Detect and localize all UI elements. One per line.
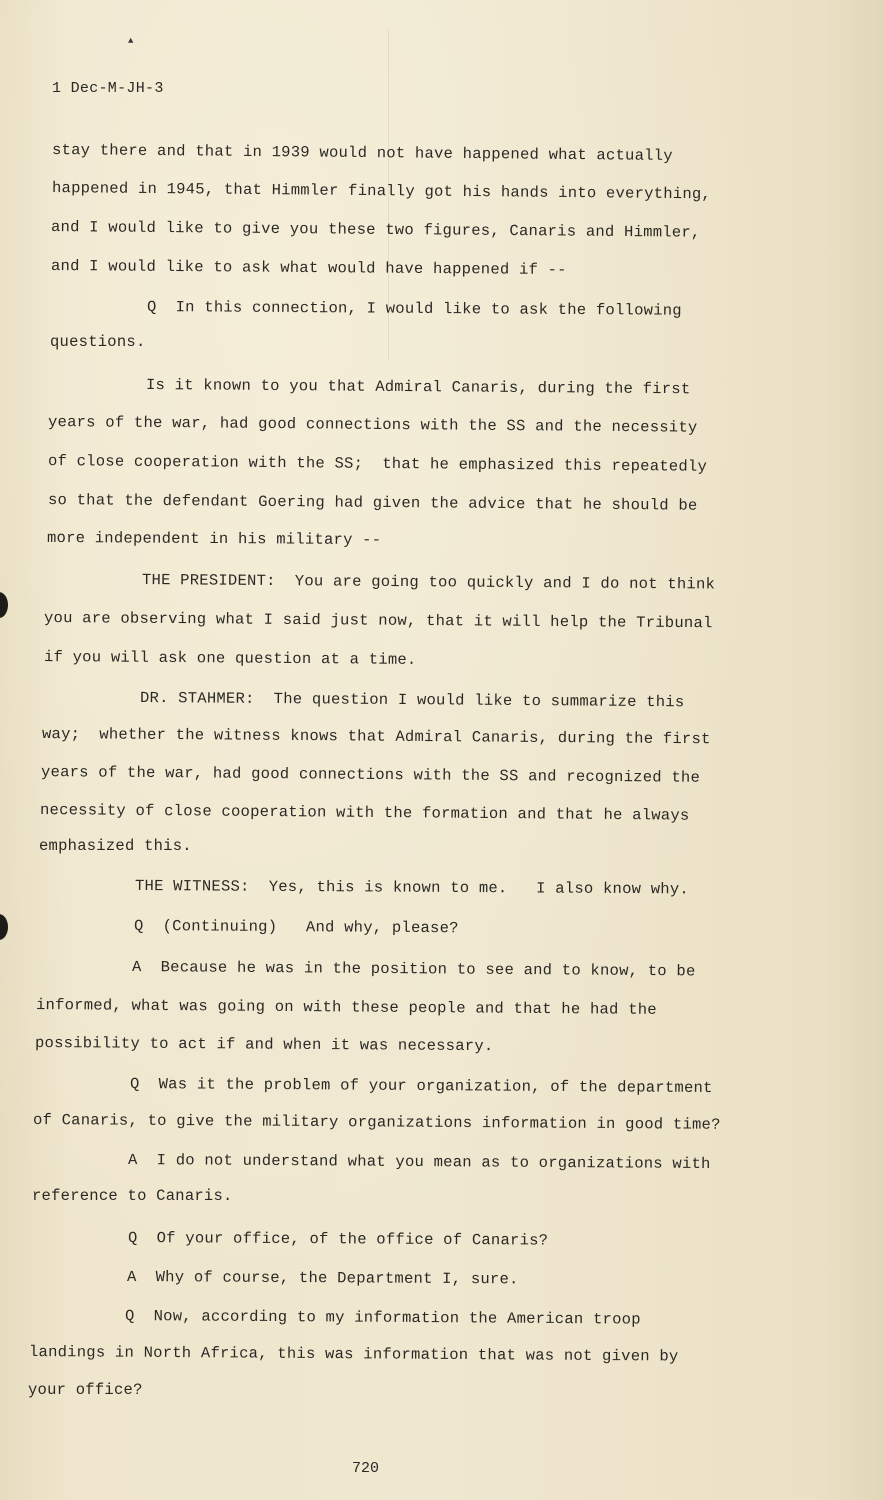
transcript-line: more independent in his military -- [46,529,382,550]
transcript-line: Q In this connection, I would like to ask the following [146,298,682,320]
transcript-line: happened in 1945, that Himmler finally got his hands into everything, [51,179,712,204]
transcript-line: Q Of your office, of the office of Canaris? [127,1229,549,1250]
transcript-line: years of the war, had good connections with the SS and recognized the [40,763,701,787]
punch-hole-lower [0,914,8,940]
transcript-line: of close cooperation with the SS; that he emphasized this repeatedly [47,452,708,476]
transcript-line: A Because he was in the position to see and to know, to be [131,958,696,981]
transcript-line: emphasized this. [39,837,192,855]
corner-mark: ▲ [128,36,134,46]
transcript-line: Is it known to you that Admiral Canaris, during the first [145,376,691,399]
transcript-line: years of the war, had good connections with the SS and the necessity [47,413,698,437]
transcript-line: reference to Canaris. [32,1187,233,1205]
transcript-line: so that the defendant Goering had given the advice that he should be [47,491,698,515]
transcript-line: questions. [50,333,146,351]
transcript-line: Q (Continuing) And why, please? [133,917,459,938]
transcript-line: THE WITNESS: Yes, this is known to me. I also know why. [134,877,690,899]
transcript-line: of Canaris, to give the military organizations information in good time? [32,1111,721,1134]
transcript-line: A I do not understand what you mean as to organizations with [127,1151,711,1174]
transcript-line: necessity of close cooperation with the formation and that he always [39,801,690,825]
transcript-line: you are observing what I said just now, that it will help the Tribunal [43,609,713,633]
transcript-line: landings in North Africa, this was information that was not given by [28,1343,679,1366]
transcript-line: your office? [28,1381,143,1399]
transcript-line: Q Was it the problem of your organization, of the department [129,1075,713,1098]
transcript-line: informed, what was going on with these people and that he had the [35,996,657,1019]
transcript-line: A Why of course, the Department I, sure. [126,1268,519,1289]
transcript-line: stay there and that in 1939 would not have happened what actually [51,141,673,165]
transcript-line: way; whether the witness knows that Admiral Canaris, during the first [41,725,711,749]
page-number: 720 [352,1460,380,1477]
document-header: 1 Dec-M-JH-3 [52,80,164,97]
transcript-line: Q Now, according to my information the American troop [124,1307,641,1329]
punch-hole-upper [0,592,8,618]
transcript-line: possibility to act if and when it was necessary. [34,1034,494,1056]
transcript-line: DR. STAHMER: The question I would like to summarize this [139,689,685,712]
transcript-line: THE PRESIDENT: You are going too quickly and I do not think [141,571,716,594]
transcript-line: if you will ask one question at a time. [43,648,417,669]
transcript-line: and I would like to ask what would have happened if -- [50,257,567,280]
transcript-line: and I would like to give you these two figures, Canaris and Himmler, [50,218,701,242]
